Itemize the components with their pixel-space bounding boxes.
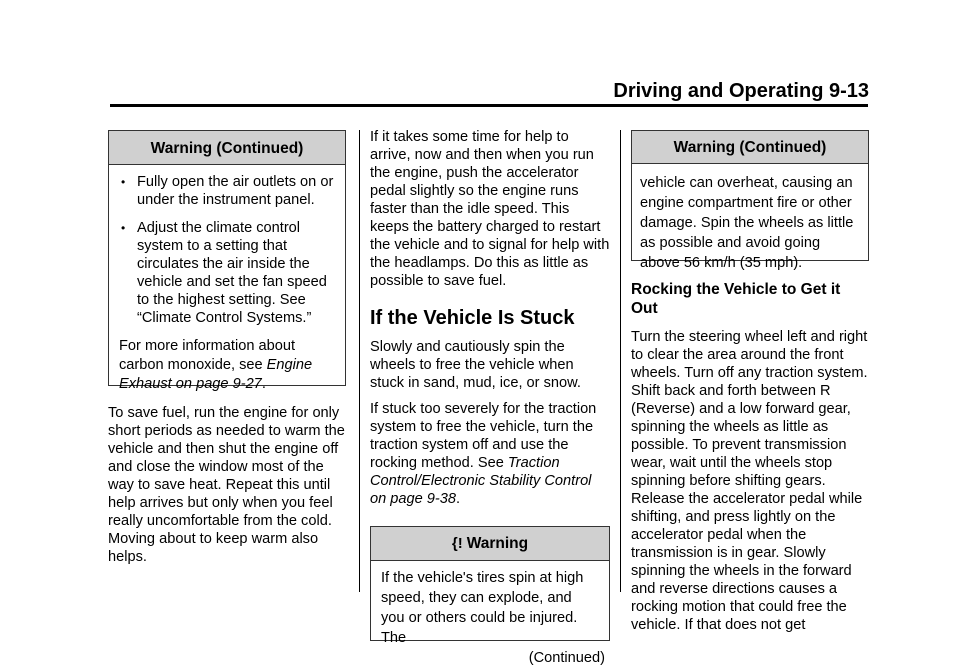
column-3 [631, 130, 869, 642]
paragraph: Slowly and cautiously spin the wheels to free the vehicle when stuck in sand, mud, ice, or snow. [370, 339, 581, 391]
cross-reference: Traction Control/Electronic Stability Control on page 9-38 [370, 455, 592, 507]
continued-label: (Continued) [528, 650, 605, 666]
more-info-post: . [261, 376, 266, 392]
column-1 [108, 130, 346, 574]
list-item [119, 219, 335, 327]
cross-reference: Engine Exhaust on page 9-27 [119, 357, 313, 392]
fuel-paragraph: To save fuel, run the engine for only short periods as needed to warm the vehicle and then shut the engine off and close the window most of the way to save heat. Repeat this until help arrives but only when you feel really uncomfortable from the cold. Moving about to keep warm also helps. [108, 405, 345, 565]
warning-body [371, 561, 609, 668]
warning-heading: Warning (Continued) [109, 131, 345, 165]
list-item [119, 173, 335, 209]
page-title: Driving and Operating 9-13 [613, 80, 869, 102]
bullet-icon: • [121, 221, 126, 235]
column-divider [620, 130, 621, 592]
section-heading: If the Vehicle Is Stuck [370, 307, 575, 329]
bullet-icon: • [121, 175, 126, 189]
para-post: . [456, 491, 461, 507]
bullet-text: Adjust the climate control system to a setting that circulates the air inside the vehicle and set the fan speed to the highest setting. See “Climate Control Systems.” [137, 220, 327, 326]
paragraph: Turn the steering wheel left and right to clear the area around the front wheels. Turn off any traction system. Shift back and forth between R (Reverse) and a low forward gear, spinning the wheels as little as possible. To prevent transmission wear, wait until the wheels stop spinning before shifting gears. Release the accelerator pedal while shifting, and press lightly on the accelerator pedal when the transmission is in gear. Slowly spinning the wheels in the forward and reverse directions causes a rocking motion that could free the vehicle. If that does not get [631, 329, 868, 633]
paragraph [370, 400, 610, 508]
warning-box-continued [108, 130, 346, 392]
bullet-text: Fully open the air outlets on or under the instrument panel. [137, 174, 334, 208]
more-info-pre: For more information about carbon monoxide, see [119, 338, 296, 373]
header-rule [110, 104, 868, 107]
more-info-text [119, 337, 335, 394]
warning-body [109, 165, 345, 394]
warning-body [632, 164, 868, 273]
warning-heading [371, 527, 609, 561]
column-divider [359, 130, 360, 592]
warning-text: If the vehicle's tires spin at high speed, they can explode, and you or others could be injured. The [381, 570, 584, 646]
warning-label: Warning [466, 535, 529, 552]
warning-box-continued [631, 130, 869, 271]
warning-heading: Warning (Continued) [632, 131, 868, 164]
paragraph: If it takes some time for help to arrive, now and then when you run the engine, push the accelerator pedal slightly so the engine runs faster than the idle speed. This keeps the battery charged to restart the vehicle and to signal for help with the headlamps. Do this as little as possible to save fuel. [370, 129, 610, 289]
section-heading: Rocking the Vehicle to Get it Out [631, 281, 841, 317]
para-pre: If stuck too severely for the traction system to free the vehicle, turn the traction system off and use the rocking method. See [370, 401, 597, 471]
column-2 [370, 128, 610, 666]
warning-text: vehicle can overheat, causing an engine compartment fire or other damage. Spin the wheels as little as possible and avoid going above 56 km/h (35 mph). [640, 175, 854, 271]
page-header [0, 0, 960, 110]
warning-box [370, 526, 610, 666]
warning-triangle-icon: {! [451, 535, 463, 552]
